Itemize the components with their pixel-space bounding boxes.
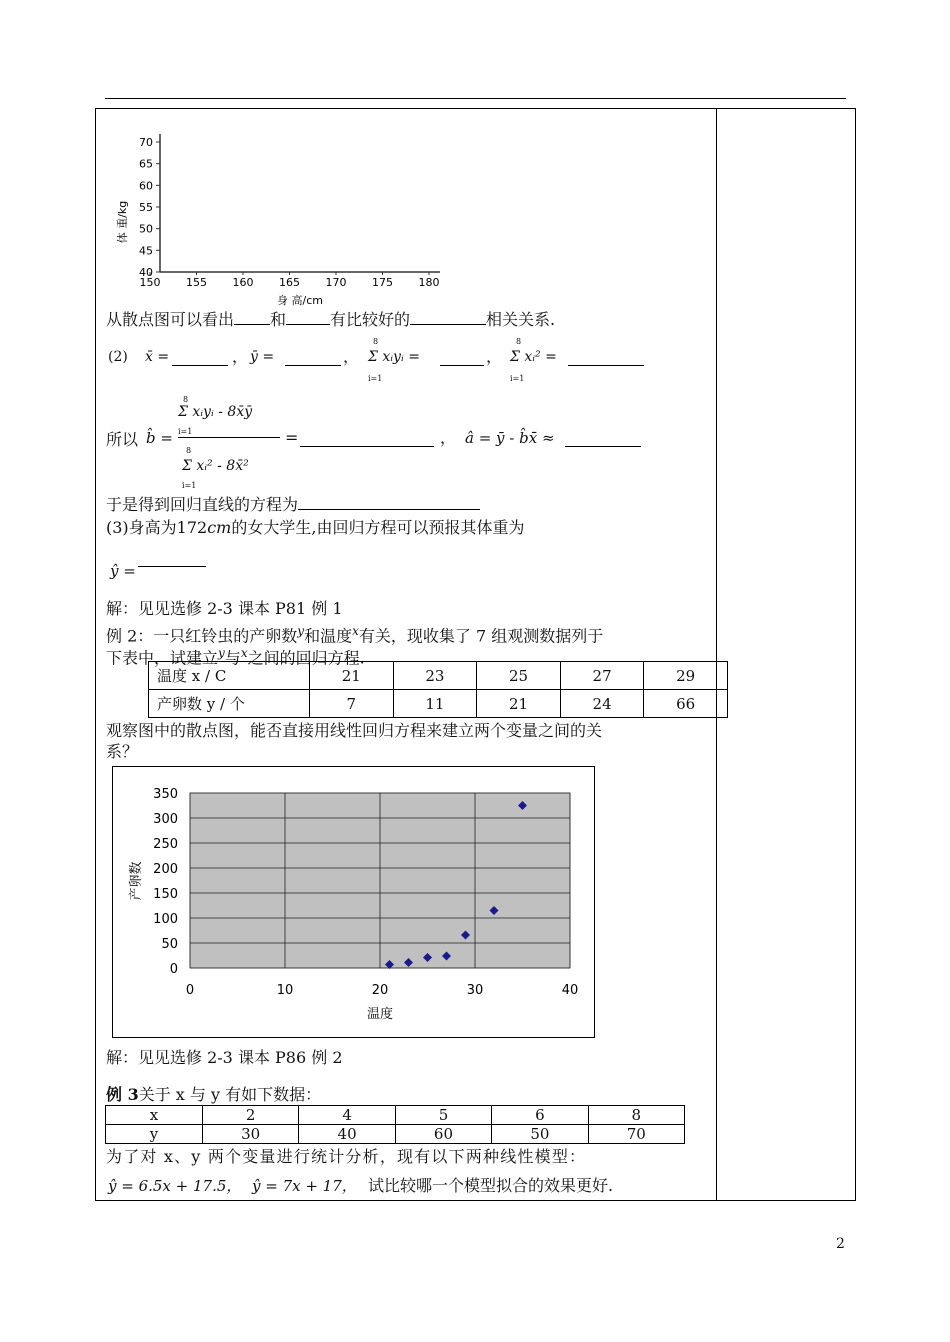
y-tick-label: 50 bbox=[161, 937, 178, 952]
chart-x-label: 温度 bbox=[366, 1007, 394, 1022]
blank-3 bbox=[410, 310, 486, 325]
table-cell: 温度 x / C bbox=[149, 662, 310, 690]
table-row bbox=[149, 662, 728, 690]
y-tick-label: 300 bbox=[153, 812, 178, 827]
model-2: ŷ = 7x + 17， bbox=[252, 1177, 357, 1195]
sum-lower: i=1 bbox=[510, 374, 525, 383]
text-segment: 有比较好的 bbox=[330, 310, 411, 329]
y-tick-label: 250 bbox=[153, 837, 178, 852]
x-tick-label: 20 bbox=[371, 983, 389, 998]
table-cell: 21 bbox=[310, 662, 394, 690]
sum-upper: 8 bbox=[516, 337, 522, 346]
model-1: ŷ = 6.5x + 17.5， bbox=[108, 1177, 242, 1195]
egg-temperature-scatter-chart bbox=[112, 766, 595, 1038]
table-cell: 40 bbox=[299, 1125, 395, 1144]
table-cell: x bbox=[106, 1106, 203, 1125]
table-row bbox=[106, 1125, 685, 1144]
solution-2: 解：见见选修 2-3 课本 P86 例 2 bbox=[106, 1048, 343, 1067]
table-cell: 60 bbox=[395, 1125, 491, 1144]
table-bottom-border bbox=[95, 1200, 856, 1201]
blank-sumxy bbox=[440, 351, 484, 366]
hw-x-tick-label: 165 bbox=[279, 276, 300, 289]
blank-b bbox=[300, 432, 434, 447]
var-x: x bbox=[352, 624, 359, 638]
text-segment: 有关，现收集了 7 组观测数据列于 bbox=[358, 626, 604, 646]
analysis-line: 为了对 x、y 两个变量进行统计分析，现有以下两种线性模型： bbox=[106, 1147, 587, 1166]
blank-ybar bbox=[285, 351, 341, 366]
unit: cm bbox=[207, 518, 232, 537]
table-cell: 2 bbox=[203, 1106, 299, 1125]
comma: ， bbox=[440, 428, 457, 447]
table-cell: 24 bbox=[560, 690, 644, 718]
part2-label: (2) bbox=[108, 349, 128, 365]
text-segment: 的女大学生,由回归方程可以预报其体重为 bbox=[231, 518, 525, 537]
x-tick-label: 10 bbox=[276, 983, 294, 998]
x-tick-label: 0 bbox=[185, 983, 195, 998]
text-segment: 于是得到回归直线的方程为 bbox=[106, 495, 299, 514]
text-segment: 相关关系. bbox=[486, 310, 556, 329]
example-3-intro bbox=[106, 1085, 321, 1105]
model-question: 试比较哪一个模型拟合的效果更好. bbox=[368, 1176, 614, 1195]
table-cell: 21 bbox=[477, 690, 561, 718]
blank-regression bbox=[298, 495, 480, 510]
y-tick-label: 200 bbox=[153, 862, 178, 877]
table-row bbox=[149, 690, 728, 718]
var-x: x bbox=[240, 646, 248, 660]
hw-y-tick-label: 40 bbox=[139, 266, 153, 279]
hw-x-tick-label: 175 bbox=[372, 276, 393, 289]
page-number: 2 bbox=[836, 1236, 845, 1252]
sum-upper: 8 bbox=[373, 337, 379, 346]
text-segment: 从散点图可以看出 bbox=[106, 310, 235, 329]
table-right-border bbox=[855, 108, 856, 1201]
hw-x-tick-label: 170 bbox=[325, 276, 347, 289]
xy-data-table bbox=[105, 1105, 685, 1144]
solution-1: 解：见见选修 2-3 课本 P81 例 1 bbox=[106, 599, 343, 618]
header-rule bbox=[105, 98, 846, 99]
y-hat-eq: ŷ = bbox=[110, 562, 136, 580]
ybar-eq: ȳ = bbox=[250, 349, 275, 365]
b-numerator: Σ xᵢyᵢ - 8x̄ȳ bbox=[178, 404, 253, 420]
hw-y-tick-label: 45 bbox=[139, 244, 153, 258]
sum-upper: 8 bbox=[186, 446, 192, 455]
xbar-eq: x̄ = bbox=[145, 349, 170, 365]
hw-x-label: 身 高/cm bbox=[277, 294, 323, 307]
var-y: y bbox=[218, 646, 225, 660]
observe-line2: 系？ bbox=[106, 742, 139, 761]
x-tick-label: 30 bbox=[466, 983, 484, 998]
blank-2 bbox=[286, 310, 330, 325]
regression-line-text bbox=[106, 495, 480, 515]
egg-temperature-table bbox=[148, 661, 728, 718]
hw-y-tick-label: 55 bbox=[139, 201, 153, 214]
table-top-border bbox=[95, 108, 856, 109]
table-mid-border bbox=[716, 108, 717, 1201]
table-cell: 4 bbox=[299, 1106, 395, 1125]
part3-text bbox=[106, 518, 524, 538]
y-tick-label: 350 bbox=[153, 787, 178, 802]
hw-x-tick-label: 150 bbox=[139, 276, 161, 289]
fraction-bar bbox=[178, 437, 280, 438]
text-segment: 例 2：一只红铃虫的产卵数 bbox=[106, 626, 298, 646]
so-label: 所以 bbox=[106, 430, 139, 449]
x-tick-label: 40 bbox=[561, 983, 579, 998]
table-cell: 6 bbox=[492, 1106, 588, 1125]
hw-x-tick-label: 160 bbox=[232, 276, 254, 289]
blank-a bbox=[565, 432, 641, 447]
text-segment: 和 bbox=[270, 310, 287, 329]
sum-lower: i=1 bbox=[368, 374, 383, 383]
y-tick-label: 100 bbox=[153, 912, 178, 927]
sum-x2: Σ xᵢ² = bbox=[510, 349, 557, 365]
table-row bbox=[106, 1106, 685, 1125]
table-cell: 27 bbox=[560, 662, 644, 690]
y-tick-label: 0 bbox=[169, 962, 178, 977]
a-hat-eq: â = ȳ - b̂x̄ ≈ bbox=[465, 429, 555, 447]
text-segment: 下表中，试建立 bbox=[106, 648, 219, 668]
text-segment: 之间的回归方程. bbox=[247, 648, 365, 668]
table-cell: 8 bbox=[588, 1106, 684, 1125]
table-cell: 29 bbox=[644, 662, 728, 690]
comma: ， bbox=[232, 347, 249, 366]
sum-lower: i=1 bbox=[178, 427, 193, 436]
hw-y-label: 体 重/kg bbox=[116, 200, 129, 244]
sum-lower: i=1 bbox=[182, 481, 197, 490]
table-cell: y bbox=[106, 1125, 203, 1144]
b-hat-eq: b̂ = bbox=[146, 429, 173, 447]
height-value: 172 bbox=[176, 518, 208, 537]
blank-xbar bbox=[172, 351, 228, 366]
equals: = bbox=[285, 428, 299, 447]
comma: ， bbox=[343, 347, 360, 366]
comma: ， bbox=[486, 347, 503, 366]
y-tick-label: 150 bbox=[153, 887, 178, 902]
table-cell: 5 bbox=[395, 1106, 491, 1125]
hw-x-tick-label: 155 bbox=[186, 276, 207, 289]
example-3-label: 例 3 bbox=[106, 1085, 139, 1104]
table-cell: 70 bbox=[588, 1125, 684, 1144]
hw-y-tick-label: 70 bbox=[139, 136, 153, 149]
hw-y-tick-label: 65 bbox=[139, 157, 153, 171]
table-cell: 30 bbox=[203, 1125, 299, 1144]
scatter-conclusion bbox=[106, 310, 555, 330]
blank-sumx2 bbox=[568, 351, 644, 366]
blank-1 bbox=[234, 310, 270, 325]
table-cell: 50 bbox=[492, 1125, 588, 1144]
var-y: y bbox=[297, 624, 305, 638]
hw-y-tick-label: 60 bbox=[139, 179, 153, 193]
table-cell: 66 bbox=[644, 690, 728, 718]
table-cell: 产卵数 y / 个 bbox=[149, 690, 310, 718]
hw-x-tick-label: 180 bbox=[418, 276, 440, 289]
table-cell: 25 bbox=[477, 662, 561, 690]
table-cell: 7 bbox=[310, 690, 394, 718]
height-weight-axes bbox=[110, 112, 450, 310]
table-cell: 23 bbox=[393, 662, 477, 690]
hw-y-tick-label: 50 bbox=[139, 222, 153, 236]
blank-yhat bbox=[138, 566, 206, 567]
text-segment: 关于 x 与 y 有如下数据： bbox=[138, 1085, 322, 1104]
chart-y-label: 产卵数 bbox=[129, 861, 144, 901]
text-segment: (3)身高为 bbox=[106, 518, 177, 537]
sum-upper: 8 bbox=[183, 395, 189, 404]
text-segment: 和温度 bbox=[304, 626, 353, 646]
table-left-border bbox=[95, 108, 96, 1201]
table-cell: 11 bbox=[393, 690, 477, 718]
b-denominator: Σ xᵢ² - 8x̄² bbox=[182, 458, 249, 474]
observe-line1: 观察图中的散点图，能否直接用线性回归方程来建立两个变量之间的关 bbox=[106, 721, 603, 740]
sum-xy: Σ xᵢyᵢ = bbox=[368, 349, 420, 365]
text-segment: 与 bbox=[224, 648, 241, 668]
